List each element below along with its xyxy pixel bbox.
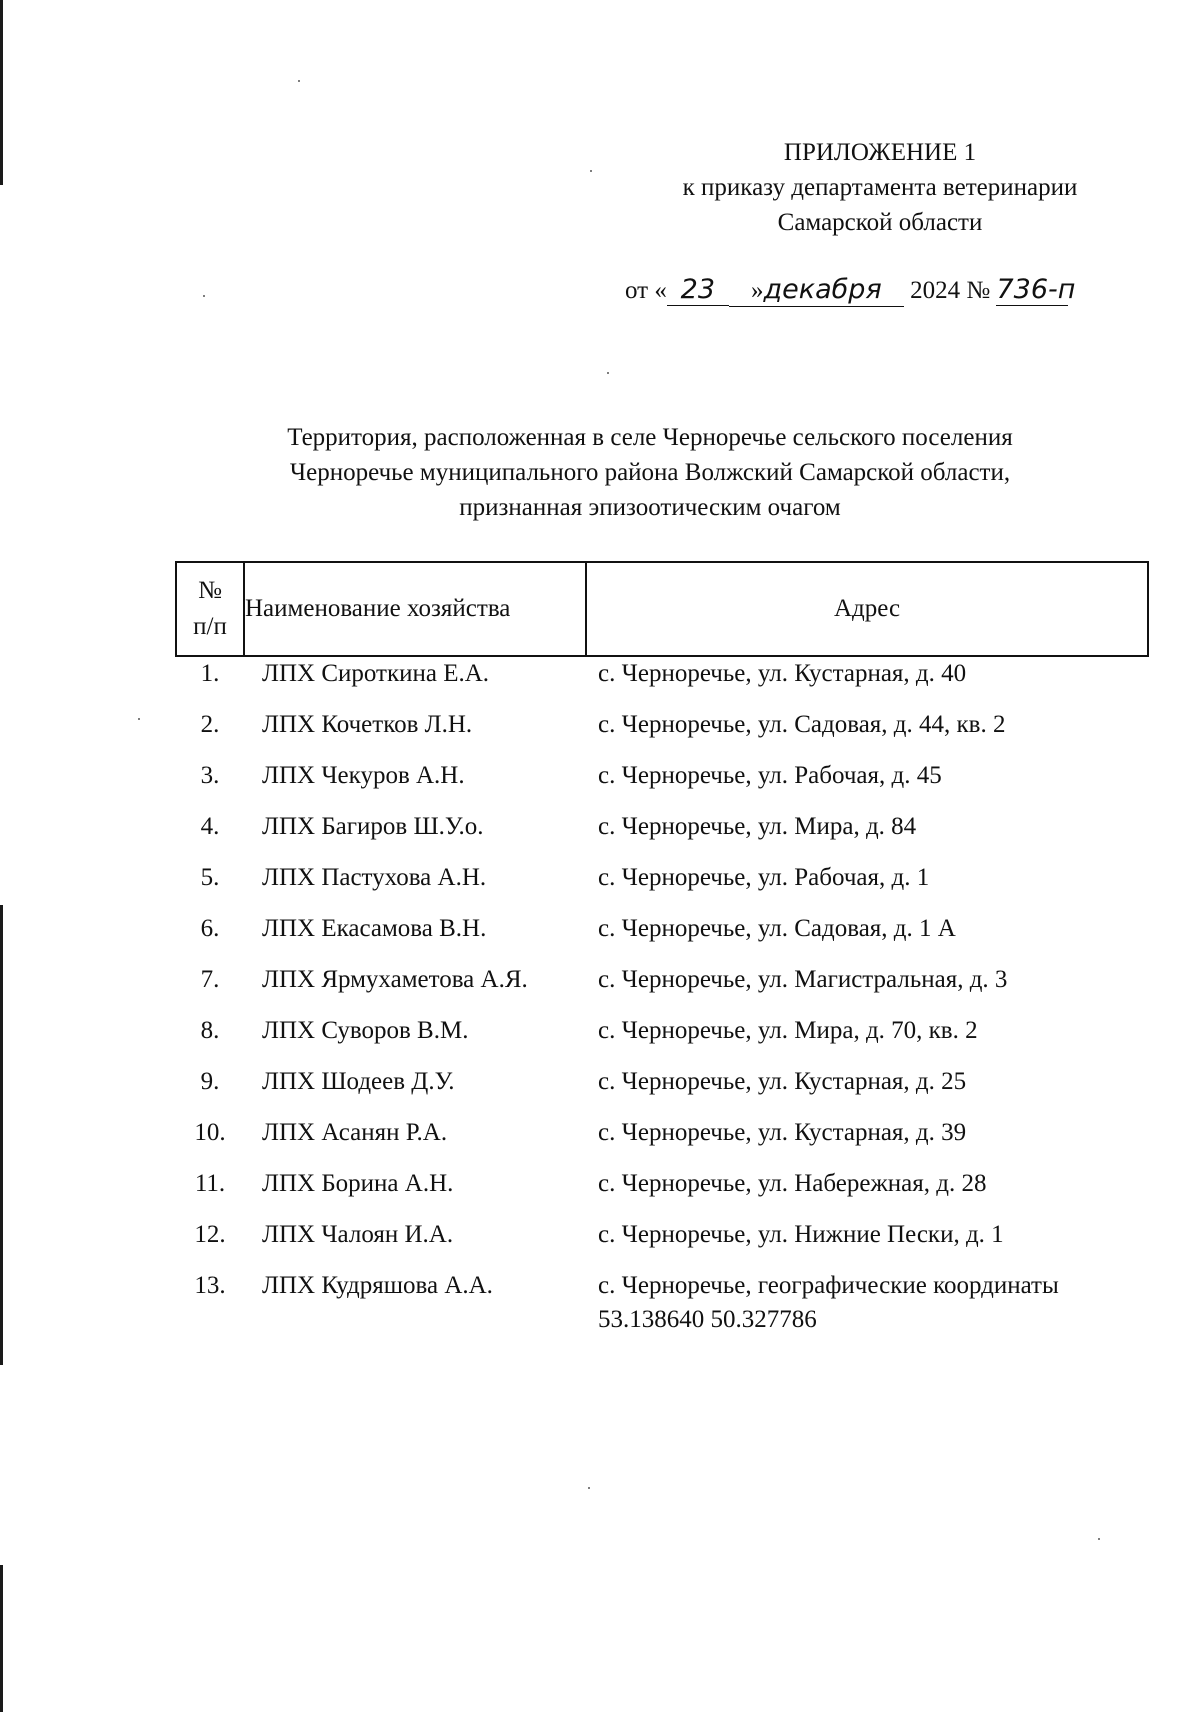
scan-edge-middle [0,905,3,1365]
table-row [176,708,1148,759]
row-address [586,759,1148,810]
row-address [586,1167,1148,1218]
table-row [176,912,1148,963]
table-row [176,1014,1148,1065]
row-address-text: с. Черноречье, ул. Кустарная, д. 39 [598,1119,967,1146]
row-number [176,1116,244,1167]
order-month-text: декабря [763,274,882,305]
row-number [176,1167,244,1218]
row-address [586,861,1148,912]
row-number-text: 6. [200,915,220,942]
table-row [176,810,1148,861]
appendix-line-2: к приказу департамента ветеринарии [682,174,1078,201]
row-farm-name-text: ЛПХ Екасамова В.Н. [262,915,487,942]
row-address [586,1218,1148,1269]
row-number-text: 1. [200,660,220,687]
row-farm-name [244,1167,586,1218]
row-address [586,1065,1148,1116]
table-row [176,1269,1148,1349]
row-farm-name [244,1116,586,1167]
row-address-text: с. Черноречье, ул. Нижние Пески, д. 1 [598,1221,1004,1248]
order-date-number [625,275,1165,307]
order-month-handwritten [729,275,904,307]
appendix-block [640,135,1120,240]
table-row [176,1167,1148,1218]
table-row [176,656,1148,708]
row-address [586,1014,1148,1065]
row-address [586,912,1148,963]
row-farm-name-text: ЛПХ Кочетков Л.Н. [262,711,473,738]
row-address-text: с. Черноречье, географические координаты [598,1272,1059,1299]
order-close-quote: » [751,277,764,304]
row-number-text: 5. [200,864,220,891]
row-farm-name-text: ЛПХ Борина А.Н. [262,1170,454,1197]
row-number-text: 10. [194,1119,226,1146]
row-address-text: с. Черноречье, ул. Рабочая, д. 45 [598,762,942,789]
row-number-text: 4. [200,813,220,840]
row-number [176,1218,244,1269]
row-farm-name-text: ЛПХ Шодеев Д.У. [262,1068,455,1095]
table-row [176,1065,1148,1116]
row-address-text: с. Черноречье, ул. Мира, д. 70, кв. 2 [598,1017,978,1044]
row-address [586,1269,1148,1349]
table-header-row [176,562,1148,656]
row-farm-name-text: ЛПХ Ярмухаметова А.Я. [262,966,528,993]
order-number-handwritten: 736-п [996,274,1076,305]
header-number [176,562,244,656]
row-number-text: 7. [200,966,220,993]
row-farm-name [244,1014,586,1065]
scan-speck [298,80,300,82]
table-row [176,1218,1148,1269]
row-farm-name-text: ЛПХ Чекуров А.Н. [262,762,465,789]
appendix-line-3: Самарской области [777,209,983,236]
row-address [586,1116,1148,1167]
row-farm-name [244,810,586,861]
row-farm-name [244,861,586,912]
scan-speck [590,170,592,172]
heading-line-1: Территория, расположенная в селе Черноречье сельского поселения [287,424,1013,451]
header-address: Адрес [586,562,1148,656]
row-number-text: 9. [200,1068,220,1095]
row-farm-name [244,963,586,1014]
scan-speck [1098,1538,1100,1540]
row-address-text: с. Черноречье, ул. Мира, д. 84 [598,813,917,840]
row-number [176,708,244,759]
farms-table [175,561,1149,1349]
table-row [176,1116,1148,1167]
heading-line-2: Черноречье муниципального района Волжский Самарской области, [289,459,1011,486]
row-number [176,1014,244,1065]
row-address [586,708,1148,759]
row-number-text: 3. [200,762,220,789]
row-number-text: 11. [194,1170,226,1197]
row-number [176,759,244,810]
row-address-text: с. Черноречье, ул. Набережная, д. 28 [598,1170,987,1197]
appendix-title: ПРИЛОЖЕНИЕ 1 [783,139,977,166]
order-day-handwritten: 23 [667,275,729,306]
row-farm-name [244,1269,586,1349]
row-farm-name-text: ЛПХ Кудряшова А.А. [262,1272,493,1299]
row-farm-name-text: ЛПХ Суворов В.М. [262,1017,469,1044]
heading-line-3: признанная эпизоотическим очагом [459,494,841,521]
row-address-line-2: 53.138640 50.327786 [598,1306,817,1333]
row-number-text: 8. [200,1017,220,1044]
row-farm-name-text: ЛПХ Асанян Р.А. [262,1119,448,1146]
row-farm-name-text: ЛПХ Чалоян И.А. [262,1221,454,1248]
row-address-text: с. Черноречье, ул. Магистральная, д. 3 [598,966,1008,993]
row-address-text: с. Черноречье, ул. Садовая, д. 1 А [598,915,956,942]
scan-edge-top [0,0,3,185]
row-number [176,912,244,963]
row-farm-name [244,759,586,810]
row-farm-name-text: ЛПХ Сироткина Е.А. [262,660,490,687]
scan-speck [138,718,140,720]
row-address [586,963,1148,1014]
row-farm-name [244,656,586,708]
table-row [176,861,1148,912]
row-farm-name [244,912,586,963]
row-number-text: 12. [194,1221,226,1248]
row-farm-name-text: ЛПХ Пастухова А.Н. [262,864,487,891]
table-row [176,759,1148,810]
table-body [176,656,1148,1349]
row-number-text: 13. [194,1272,226,1299]
row-number [176,963,244,1014]
row-number [176,810,244,861]
row-farm-name [244,1218,586,1269]
row-number [176,1269,244,1349]
row-number [176,1065,244,1116]
scan-edge-bottom [0,1565,3,1712]
row-address [586,656,1148,708]
row-address-text: с. Черноречье, ул. Кустарная, д. 25 [598,1068,967,1095]
scan-speck [588,1487,590,1489]
order-prefix: от « [625,277,667,304]
row-address-text: с. Черноречье, ул. Садовая, д. 44, кв. 2 [598,711,1006,738]
scan-speck [203,295,205,297]
row-number [176,861,244,912]
row-farm-name [244,708,586,759]
header-number-symbol: № [198,577,222,604]
row-address-text: с. Черноречье, ул. Рабочая, д. 1 [598,864,930,891]
order-year-label: 2024 № [910,277,991,304]
row-number [176,656,244,708]
document-heading [110,420,1190,525]
header-number-abbr: п/п [193,613,227,640]
scan-speck [607,372,609,374]
row-address-text: с. Черноречье, ул. Кустарная, д. 40 [598,660,967,687]
table-row [176,963,1148,1014]
row-farm-name [244,1065,586,1116]
row-number-text: 2. [200,711,220,738]
row-farm-name-text: ЛПХ Багиров Ш.У.о. [262,813,484,840]
header-name: Наименование хозяйства [244,562,586,656]
row-address [586,810,1148,861]
